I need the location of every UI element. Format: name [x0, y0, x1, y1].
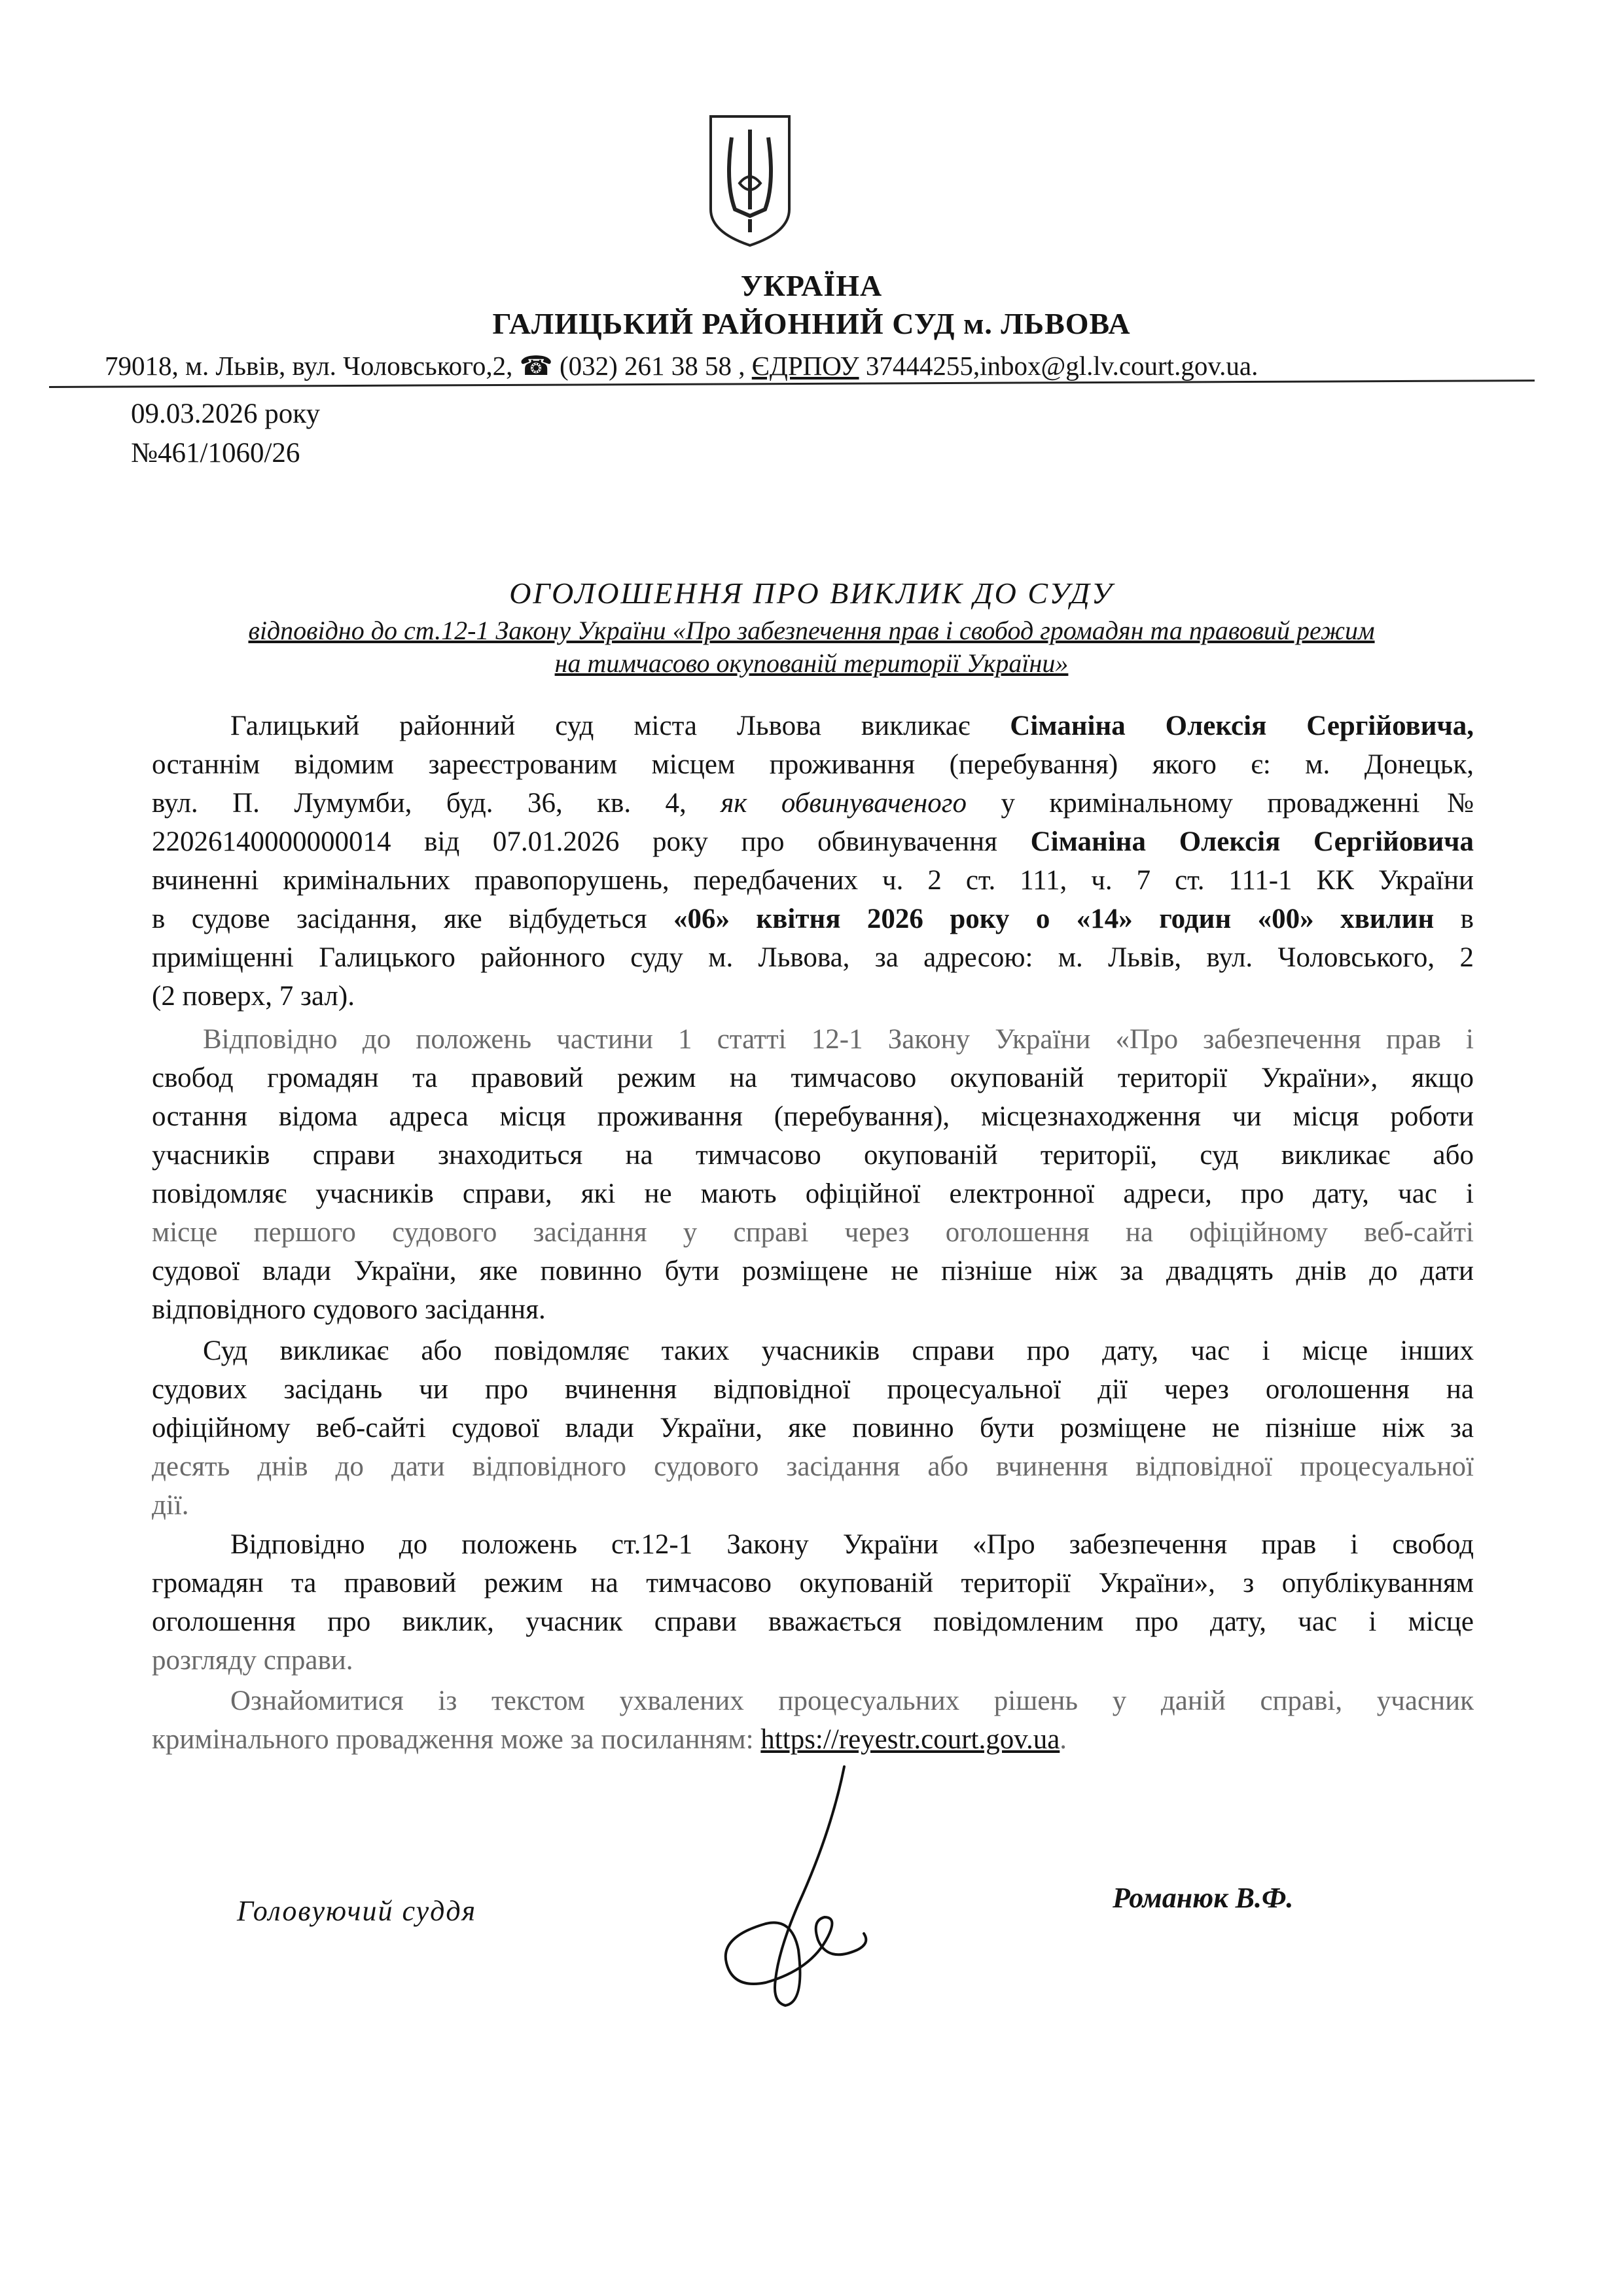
- paragraph-1-line: приміщенні Галицького районного суду м. Львова, за адресою: м. Львів, вул. Чоловського, 2: [152, 942, 1474, 973]
- phone-icon: ☎: [519, 351, 553, 381]
- court-name-heading: ГАЛИЦЬКИЙ РАЙОННИЙ СУД м. ЛЬВОВА: [492, 307, 1131, 340]
- paragraph-4-line: оголошення про виклик, учасник справи вважається повідомленим про дату, час і місце: [152, 1606, 1474, 1637]
- court-registry-link[interactable]: https://reyestr.court.gov.ua: [760, 1724, 1060, 1755]
- paragraph-2-line: Відповідно до положень частини 1 статті 12-1 Закону України «Про забезпечення прав і: [203, 1024, 1474, 1055]
- paragraph-5-line: Ознайомитися із текстом ухвалених процесуальних рішень у даній справі, учасник: [230, 1686, 1474, 1716]
- document-title: ОГОЛОШЕННЯ ПРО ВИКЛИК ДО СУДУ: [509, 576, 1114, 610]
- paragraph-3-line: Суд викликає або повідомляє таких учасників справи про дату, час і місце інших: [203, 1335, 1474, 1366]
- paragraph-2-line: судової влади України, яке повинно бути розміщене не пізніше ніж за двадцять днів до дати: [152, 1256, 1474, 1286]
- paragraph-5-line: кримінального провадження може за посиланням: https://reyestr.court.gov.ua.: [152, 1724, 1067, 1755]
- edrpou-and-email: 37444255,inbox@gl.lv.court.gov.ua.: [865, 351, 1258, 381]
- country-heading: УКРАЇНА: [740, 269, 883, 302]
- document-date: 09.03.2026 року: [131, 398, 321, 429]
- paragraph-3-line: судових засідань чи про вчинення відповідної процесуальної дії через оголошення на: [152, 1374, 1474, 1405]
- document-subtitle-line-2: на тимчасово окупованій території України»: [554, 648, 1069, 678]
- court-phone: (032) 261 38 58 ,: [559, 351, 745, 381]
- edrpou-label: ЄДРПОУ: [751, 351, 859, 381]
- judge-name: Романюк В.Ф.: [1113, 1882, 1294, 1914]
- paragraph-1-line: в судове засідання, яке відбудеться «06» квітня 2026 року о «14» годин «00» хвилин в: [152, 904, 1474, 934]
- document-subtitle-line-1: відповідно до ст.12-1 Закону України «Про забезпечення прав і свобод громадян та правовий режим: [248, 616, 1375, 645]
- paragraph-4-line: громадян та правовий режим на тимчасово окупованій території України», з опублікуванням: [152, 1568, 1474, 1598]
- judge-role: Головуючий суддя: [237, 1895, 477, 1927]
- paragraph-1-line: Галицький районний суд міста Львова викликає Сіманіна Олексія Сергійовича,: [230, 711, 1474, 741]
- paragraph-1-line: вул. П. Лумумби, буд. 36, кв. 4, як обвинуваченого у кримінальному провадженні№: [152, 788, 1474, 819]
- paragraph-1-line: вчиненні кримінальних правопорушень, передбачених ч. 2 ст. 111, ч. 7 ст. 111-1 КК України: [152, 865, 1474, 896]
- paragraph-2-line: місце першого судового засідання у справі через оголошення на офіційному веб-сайті: [152, 1217, 1474, 1248]
- paragraph-2-line: повідомляє учасників справи, які не мають офіційної електронної адреси, про дату, час і: [152, 1178, 1474, 1209]
- paragraph-3-line: десять днів до дати відповідного судового засідання або вчинення відповідної процесуальної: [152, 1451, 1474, 1482]
- registration-number: №461/1060/26: [131, 438, 300, 468]
- paragraph-1-line: останнім відомим зареєстрованим місцем проживання (перебування) якого є: м. Донецьк,: [152, 749, 1474, 780]
- paragraph-1-line: (2 поверх, 7 зал).: [152, 981, 355, 1012]
- paragraph-4-line: Відповідно до положень ст.12-1 Закону України «Про забезпечення прав і свобод: [230, 1529, 1474, 1560]
- paragraph-4-line: розгляду справи.: [152, 1645, 353, 1676]
- paragraph-3-line: офіційному веб-сайті судової влади України, яке повинно бути розміщене не пізніше ніж за: [152, 1413, 1474, 1443]
- paragraph-3-line: дії.: [152, 1490, 189, 1521]
- court-contacts: [105, 350, 1258, 381]
- paragraph-1-line: 22026140000000014 від 07.01.2026 року про обвинувачення Сіманіна Олексія Сергійовича: [152, 826, 1474, 857]
- paragraph-2-line: учасників справи знаходиться на тимчасово окупованій території, суд викликає або: [152, 1140, 1474, 1171]
- paragraph-2-line: остання відома адреса місця проживання (перебування), місцезнаходження чи місця роботи: [152, 1101, 1474, 1132]
- paragraph-2-line: свобод громадян та правовий режим на тимчасово окупованій території України», якщо: [152, 1063, 1474, 1093]
- coat-of-arms-icon: [705, 111, 794, 249]
- paragraph-2-line: відповідного судового засідання.: [152, 1294, 546, 1325]
- court-address: 79018, м. Львів, вул. Чоловського,2,: [105, 351, 513, 381]
- signature-icon: [707, 1754, 929, 2015]
